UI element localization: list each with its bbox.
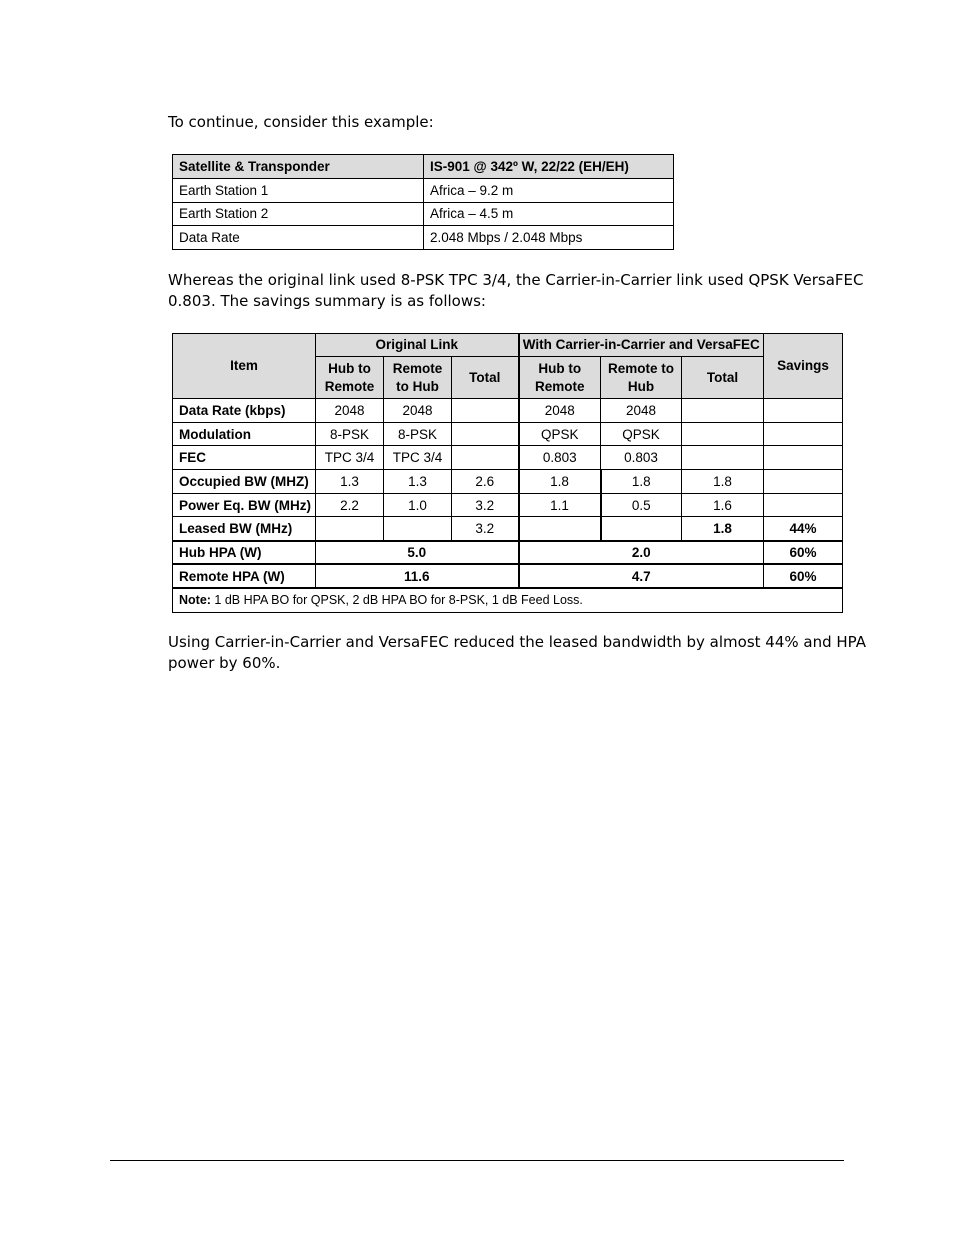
table-cell	[452, 422, 519, 446]
table-cell	[764, 470, 843, 494]
table-cell	[682, 399, 764, 423]
row-label: Remote HPA (W)	[173, 564, 316, 588]
table-cell: Earth Station 1	[173, 179, 424, 203]
table-cell: 3.2	[452, 493, 519, 517]
paragraph-line: Whereas the original link used 8-PSK TPC 3/4, the Carrier-in-Carrier link used QPSK VersaFEC	[168, 271, 864, 289]
item-header: Item	[173, 334, 316, 399]
table-cell: 1.0	[384, 493, 452, 517]
table-cell: 44%	[764, 517, 843, 541]
table-cell: Africa – 4.5 m	[424, 202, 674, 226]
subheader-cell: Total	[452, 357, 519, 399]
table-cell: QPSK	[519, 422, 601, 446]
intro-paragraph	[168, 112, 434, 133]
table-cell: Africa – 9.2 m	[424, 179, 674, 203]
link-parameters-table	[172, 154, 674, 250]
comparison-paragraph	[168, 270, 864, 312]
table-cell: 1.3	[316, 470, 384, 494]
table-cell	[384, 517, 452, 541]
table-cell	[316, 517, 384, 541]
table-cell: 2.2	[316, 493, 384, 517]
table-cell: 1.8	[682, 517, 764, 541]
table-row	[173, 564, 843, 588]
subheader-cell: Total	[682, 357, 764, 399]
table-note	[173, 588, 843, 612]
savings-summary-table	[172, 333, 843, 613]
table-cell: QPSK	[601, 422, 682, 446]
table-cell: Data Rate	[173, 226, 424, 250]
table-cell: TPC 3/4	[384, 446, 452, 470]
table-cell: 4.7	[519, 564, 764, 588]
row-label: Power Eq. BW (MHz)	[173, 493, 316, 517]
conclusion-paragraph	[168, 632, 866, 674]
row-label: Occupied BW (MHZ)	[173, 470, 316, 494]
table-cell: 1.1	[519, 493, 601, 517]
table-row	[173, 446, 843, 470]
table-cell: 5.0	[316, 541, 519, 565]
table-cell	[452, 399, 519, 423]
row-label: Leased BW (MHz)	[173, 517, 316, 541]
table-cell: 1.8	[519, 470, 601, 494]
table-row	[173, 422, 843, 446]
table-cell	[764, 446, 843, 470]
note-text: 1 dB HPA BO for QPSK, 2 dB HPA BO for 8-PSK, 1 dB Feed Loss.	[210, 593, 583, 608]
table-cell: 2.0	[519, 541, 764, 565]
table-cell: 1.3	[384, 470, 452, 494]
table-cell	[682, 422, 764, 446]
row-label: FEC	[173, 446, 316, 470]
table-cell: 0.803	[601, 446, 682, 470]
table-cell: 8-PSK	[384, 422, 452, 446]
table-cell: 60%	[764, 541, 843, 565]
paragraph-line: Using Carrier-in-Carrier and VersaFEC reduced the leased bandwidth by almost 44% and HPA	[168, 633, 867, 651]
table-row	[173, 541, 843, 565]
subheader-cell: Hub to Remote	[519, 357, 601, 399]
subheader-cell: Hub to Remote	[316, 357, 384, 399]
table-cell: 0.803	[519, 446, 601, 470]
table-cell: 1.8	[601, 470, 682, 494]
table-row	[173, 399, 843, 423]
table-cell: 2048	[384, 399, 452, 423]
table-cell: 2048	[519, 399, 601, 423]
table-header-row	[173, 155, 674, 179]
table-cell: 3.2	[452, 517, 519, 541]
row-label: Data Rate (kbps)	[173, 399, 316, 423]
cnc-header: With Carrier-in-Carrier and VersaFEC	[519, 334, 764, 357]
table-cell: 60%	[764, 564, 843, 588]
row-label: Modulation	[173, 422, 316, 446]
table-cell	[764, 399, 843, 423]
table-cell: 8-PSK	[316, 422, 384, 446]
table-cell	[764, 422, 843, 446]
table-cell	[452, 446, 519, 470]
paragraph-line: power by 60%.	[168, 654, 281, 672]
table-cell: 1.6	[682, 493, 764, 517]
table-row	[173, 226, 674, 250]
original-link-header: Original Link	[316, 334, 519, 357]
table-cell: 2048	[601, 399, 682, 423]
header-cell: Satellite & Transponder	[173, 155, 424, 179]
table-cell: Earth Station 2	[173, 202, 424, 226]
row-label: Hub HPA (W)	[173, 541, 316, 565]
table-cell	[682, 446, 764, 470]
footer-divider	[110, 1160, 844, 1161]
table-header-row	[173, 334, 843, 357]
intro-text: To continue, consider this example:	[168, 113, 434, 131]
table-cell	[764, 493, 843, 517]
header-cell: IS-901 @ 342º W, 22/22 (EH/EH)	[424, 155, 674, 179]
table-cell: TPC 3/4	[316, 446, 384, 470]
table-cell: 2048	[316, 399, 384, 423]
table-row	[173, 179, 674, 203]
table-row	[173, 517, 843, 541]
table-cell: 1.8	[682, 470, 764, 494]
table-cell	[601, 517, 682, 541]
table-cell: 11.6	[316, 564, 519, 588]
table-row	[173, 470, 843, 494]
table-cell: 2.048 Mbps / 2.048 Mbps	[424, 226, 674, 250]
table-row	[173, 202, 674, 226]
table-cell: 2.6	[452, 470, 519, 494]
subheader-cell: Remote to Hub	[384, 357, 452, 399]
table-note-row	[173, 588, 843, 612]
subheader-cell: Remote to Hub	[601, 357, 682, 399]
table-row	[173, 493, 843, 517]
note-label: Note:	[179, 593, 211, 608]
table-cell	[519, 517, 601, 541]
table-cell: 0.5	[601, 493, 682, 517]
paragraph-line: 0.803. The savings summary is as follows:	[168, 292, 486, 310]
savings-header: Savings	[764, 334, 843, 399]
